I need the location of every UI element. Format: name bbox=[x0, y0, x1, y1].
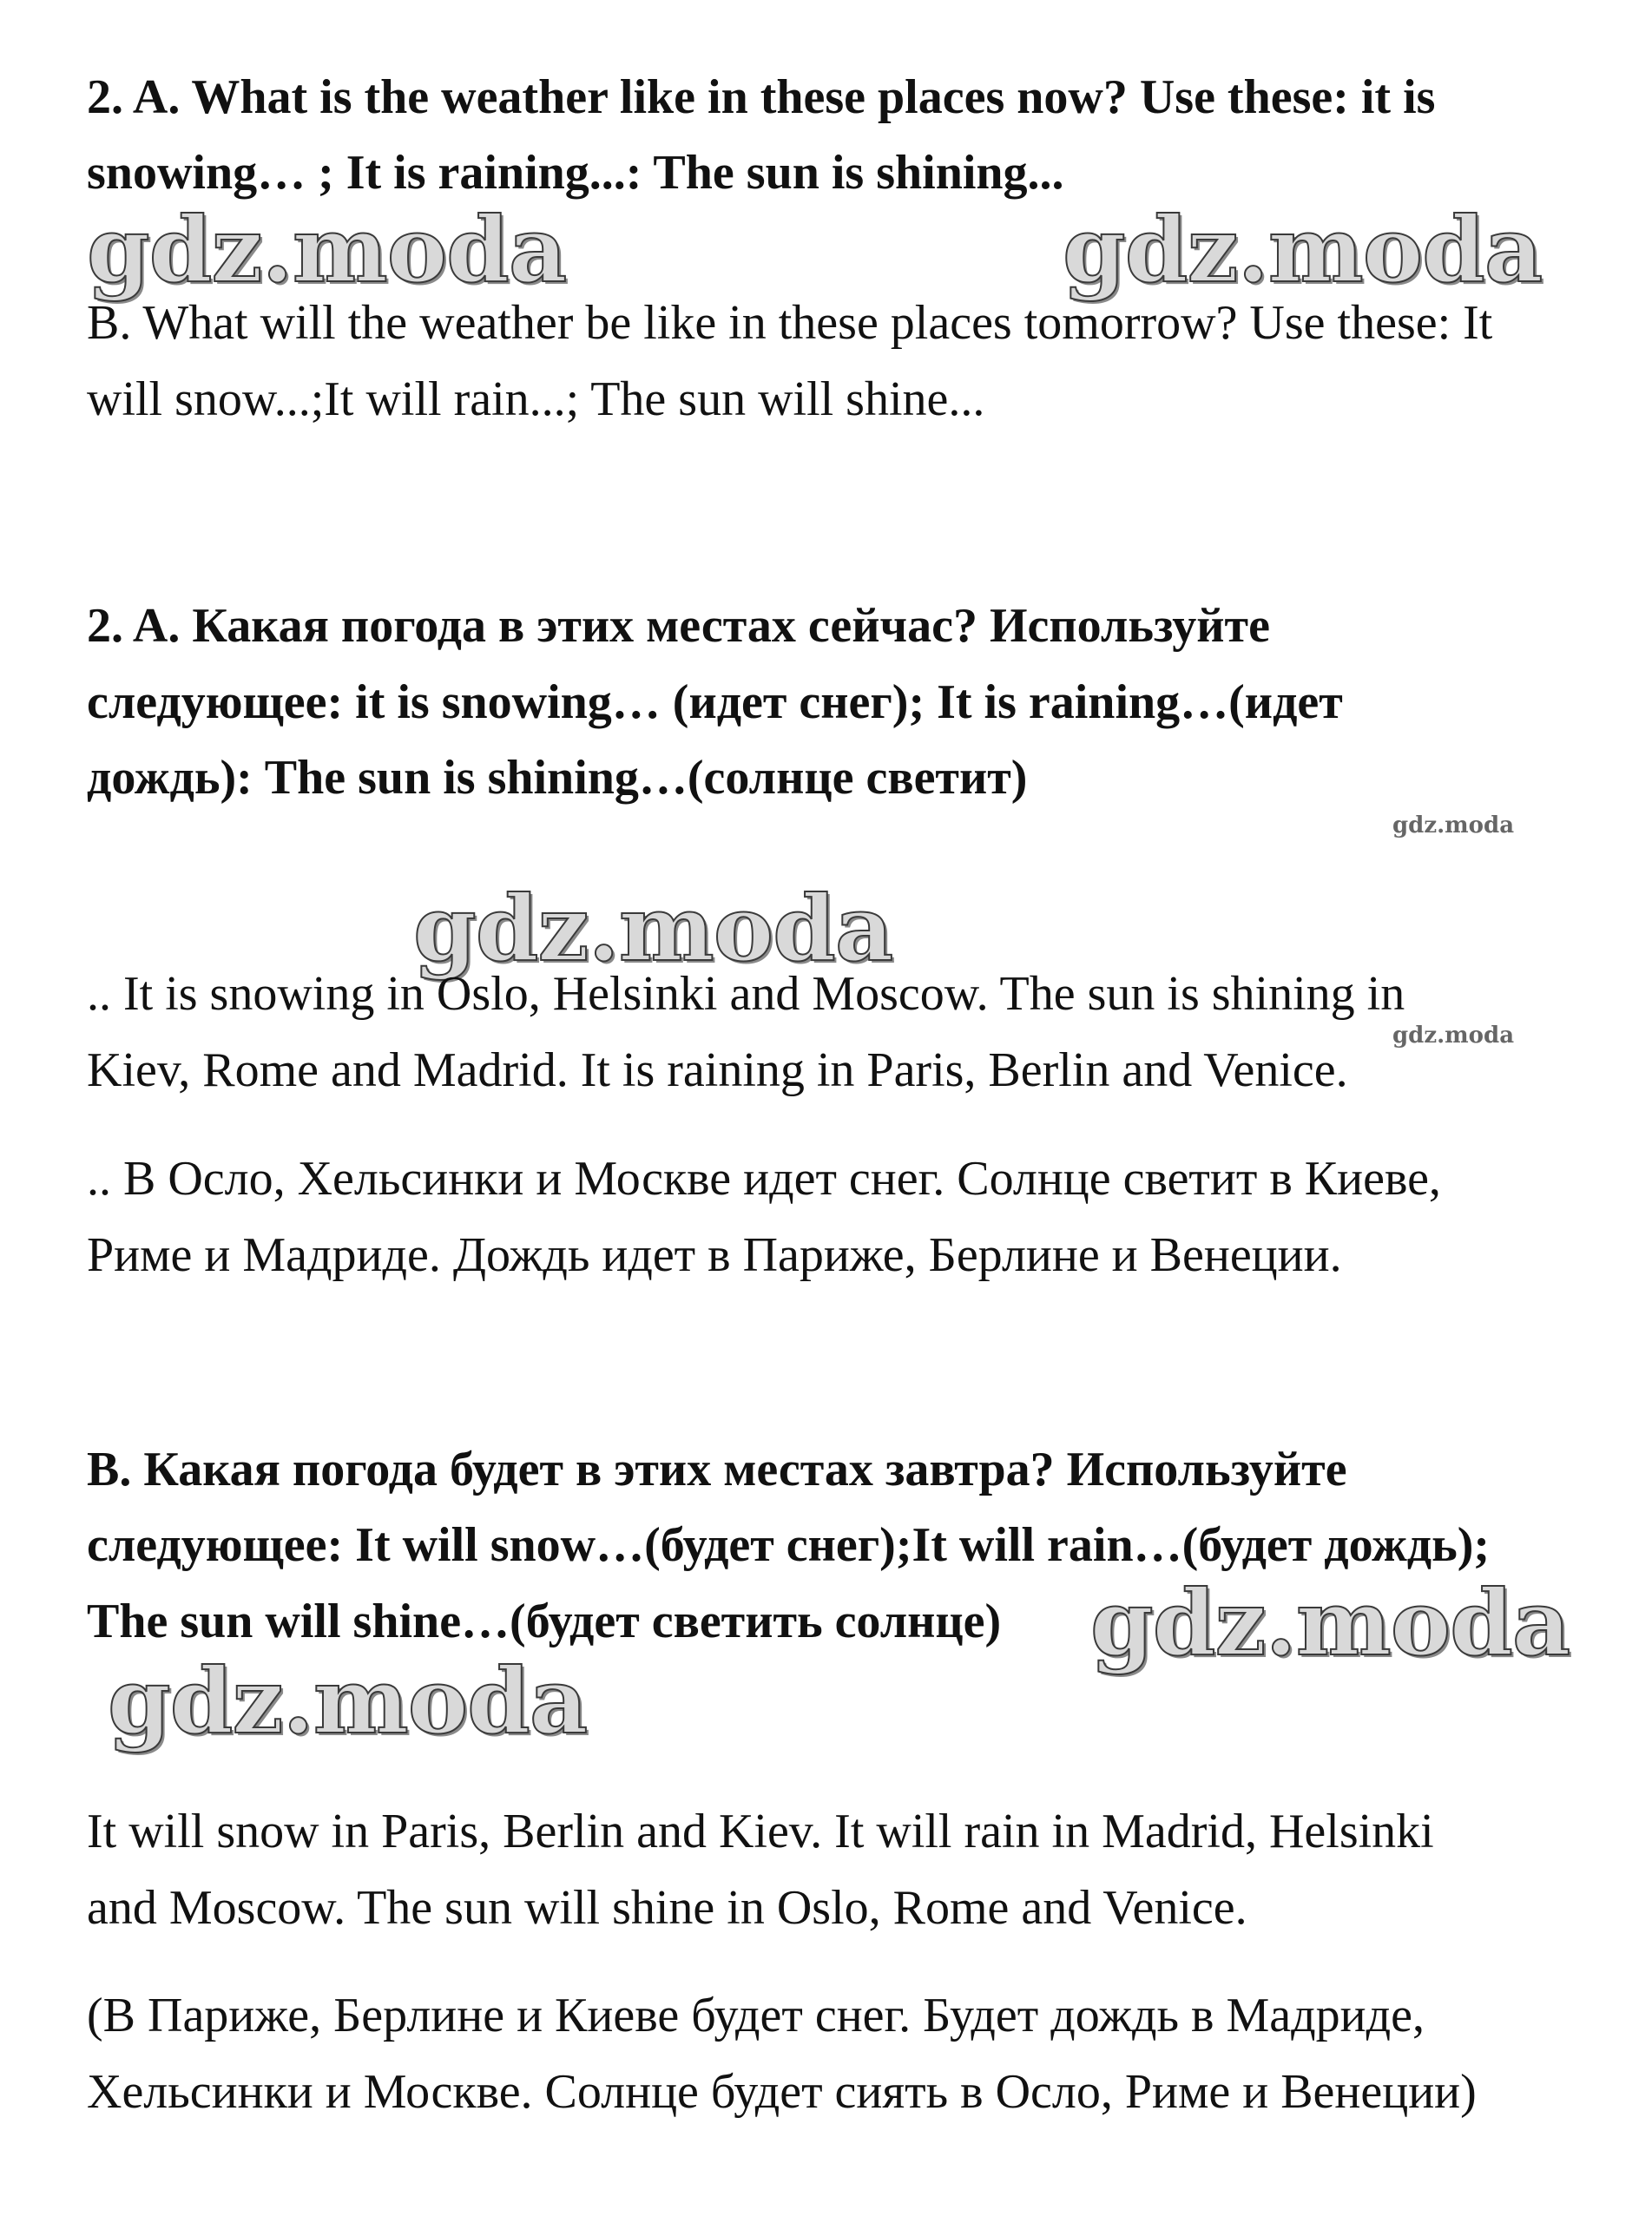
exercise-a-heading-en-line-1: 2. A. What is the weather like in these places now? Use these: it is bbox=[87, 70, 1436, 124]
watermark-small: gdz.moda bbox=[1392, 812, 1515, 838]
exercise-a-heading-ru-line-3: дождь): The sun is shining…(солнце светит) bbox=[87, 751, 1028, 805]
watermark: gdz.moda bbox=[413, 875, 893, 982]
watermark: gdz.moda bbox=[1063, 196, 1543, 303]
answer-a-ru-line-2: Риме и Мадриде. Дождь идет в Париже, Берлине и Венеции. bbox=[87, 1228, 1342, 1282]
watermark: gdz.moda bbox=[87, 196, 567, 303]
exercise-b-heading-ru-line-1: B. Какая погода будет в этих местах завтра? Используйте bbox=[87, 1443, 1347, 1496]
exercise-b-heading-en-line-2: will snow...;It will rain...; The sun will shine... bbox=[87, 372, 985, 426]
watermark: gdz.moda bbox=[1090, 1569, 1570, 1676]
answer-b-ru-line-2: Хельсинки и Москве. Солнце будет сиять в Осло, Риме и Венеции) bbox=[87, 2065, 1477, 2119]
exercise-b-heading-ru-line-2: следующее: It will snow…(будет снег);It will rain…(будет дождь); bbox=[87, 1518, 1491, 1572]
exercise-b-heading-ru-line-3: The sun will shine…(будет светить солнце) bbox=[87, 1595, 1002, 1648]
answer-a-ru-line-1: .. В Осло, Хельсинки и Москве идет снег. Солнце светит в Киеве, bbox=[87, 1152, 1441, 1206]
watermark-small: gdz.moda bbox=[1392, 1023, 1515, 1049]
answer-b-ru-line-1: (В Париже, Берлине и Киеве будет снег. Будет дождь в Мадриде, bbox=[87, 1989, 1425, 2042]
answer-b-en-line-1: It will snow in Paris, Berlin and Kiev. It will rain in Madrid, Helsinki bbox=[87, 1805, 1434, 1858]
answer-a-en-line-2: Kiev, Rome and Madrid. It is raining in Paris, Berlin and Venice. bbox=[87, 1043, 1348, 1097]
exercise-a-heading-en-line-2: snowing… ; It is raining...: The sun is shining... bbox=[87, 146, 1064, 200]
exercise-a-heading-ru-line-2: следующее: it is snowing… (идет снег); It is raining…(идет bbox=[87, 675, 1343, 729]
exercise-b-heading-en-line-1: B. What will the weather be like in these places tomorrow? Use these: It bbox=[87, 296, 1493, 350]
answer-b-en-line-2: and Moscow. The sun will shine in Oslo, Rome and Venice. bbox=[87, 1881, 1247, 1935]
answer-a-en-line-1: .. It is snowing in Oslo, Helsinki and Moscow. The sun is shining in bbox=[87, 967, 1405, 1021]
exercise-a-heading-ru-line-1: 2. A. Какая погода в этих местах сейчас? Используйте bbox=[87, 599, 1270, 653]
watermark: gdz.moda bbox=[108, 1647, 588, 1754]
